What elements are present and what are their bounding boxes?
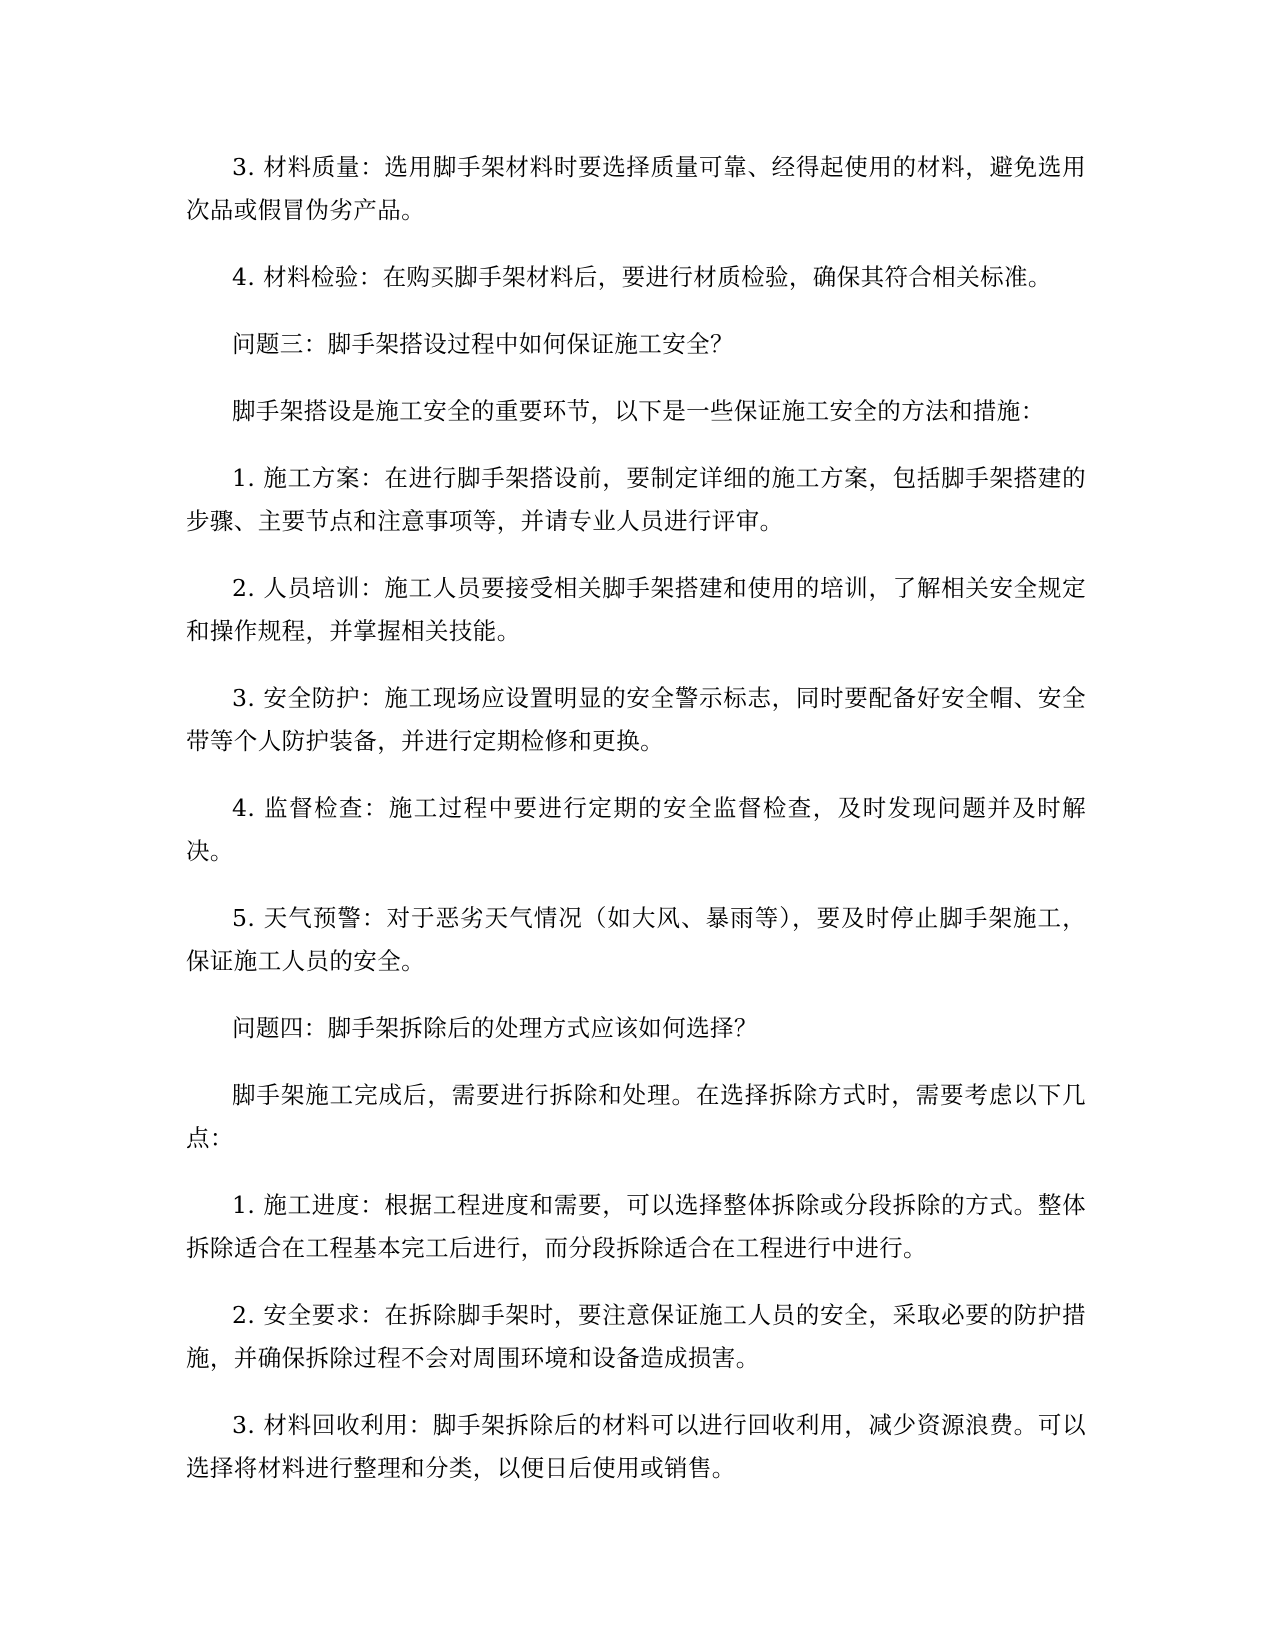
- paragraph-dismantling-intro: 脚手架施工完成后，需要进行拆除和处理。在选择拆除方式时，需要考虑以下几点：: [186, 1081, 1086, 1152]
- question-four-heading: 问题四：脚手架拆除后的处理方式应该如何选择？: [232, 1014, 758, 1042]
- question-three-heading: 问题三：脚手架搭设过程中如何保证施工安全？: [232, 330, 734, 358]
- paragraph-material-inspection: 4. 材料检验：在购买脚手架材料后，要进行材质检验，确保其符合相关标准。: [232, 263, 1052, 291]
- paragraph-material-quality: 3. 材料质量：选用脚手架材料时要选择质量可靠、经得起使用的材料，避免选用次品或假冒伪劣产品。: [186, 153, 1086, 224]
- paragraph-safety-intro: 脚手架搭设是施工安全的重要环节，以下是一些保证施工安全的方法和措施：: [232, 397, 1045, 425]
- paragraph-weather-warning: 5. 天气预警：对于恶劣天气情况（如大风、暴雨等），要及时停止脚手架施工，保证施工人员的安全。: [186, 904, 1086, 975]
- document-body: [186, 146, 1086, 1514]
- paragraph-safety-protection: 3. 安全防护：施工现场应设置明显的安全警示标志，同时要配备好安全帽、安全带等个人防护装备，并进行定期检修和更换。: [186, 684, 1086, 755]
- paragraph-personnel-training: 2. 人员培训：施工人员要接受相关脚手架搭建和使用的培训，了解相关安全规定和操作规程，并掌握相关技能。: [186, 574, 1086, 645]
- paragraph-supervision-inspection: 4. 监督检查：施工过程中要进行定期的安全监督检查，及时发现问题并及时解决。: [186, 794, 1086, 865]
- paragraph-material-recycling: 3. 材料回收利用：脚手架拆除后的材料可以进行回收利用，减少资源浪费。可以选择将材料进行整理和分类，以便日后使用或销售。: [186, 1411, 1086, 1482]
- paragraph-construction-progress: 1. 施工进度：根据工程进度和需要，可以选择整体拆除或分段拆除的方式。整体拆除适合在工程基本完工后进行，而分段拆除适合在工程进行中进行。: [186, 1191, 1086, 1262]
- paragraph-safety-requirements: 2. 安全要求：在拆除脚手架时，要注意保证施工人员的安全，采取必要的防护措施，并确保拆除过程不会对周围环境和设备造成损害。: [186, 1301, 1086, 1372]
- paragraph-construction-plan: 1. 施工方案：在进行脚手架搭设前，要制定详细的施工方案，包括脚手架搭建的步骤、主要节点和注意事项等，并请专业人员进行评审。: [186, 464, 1086, 535]
